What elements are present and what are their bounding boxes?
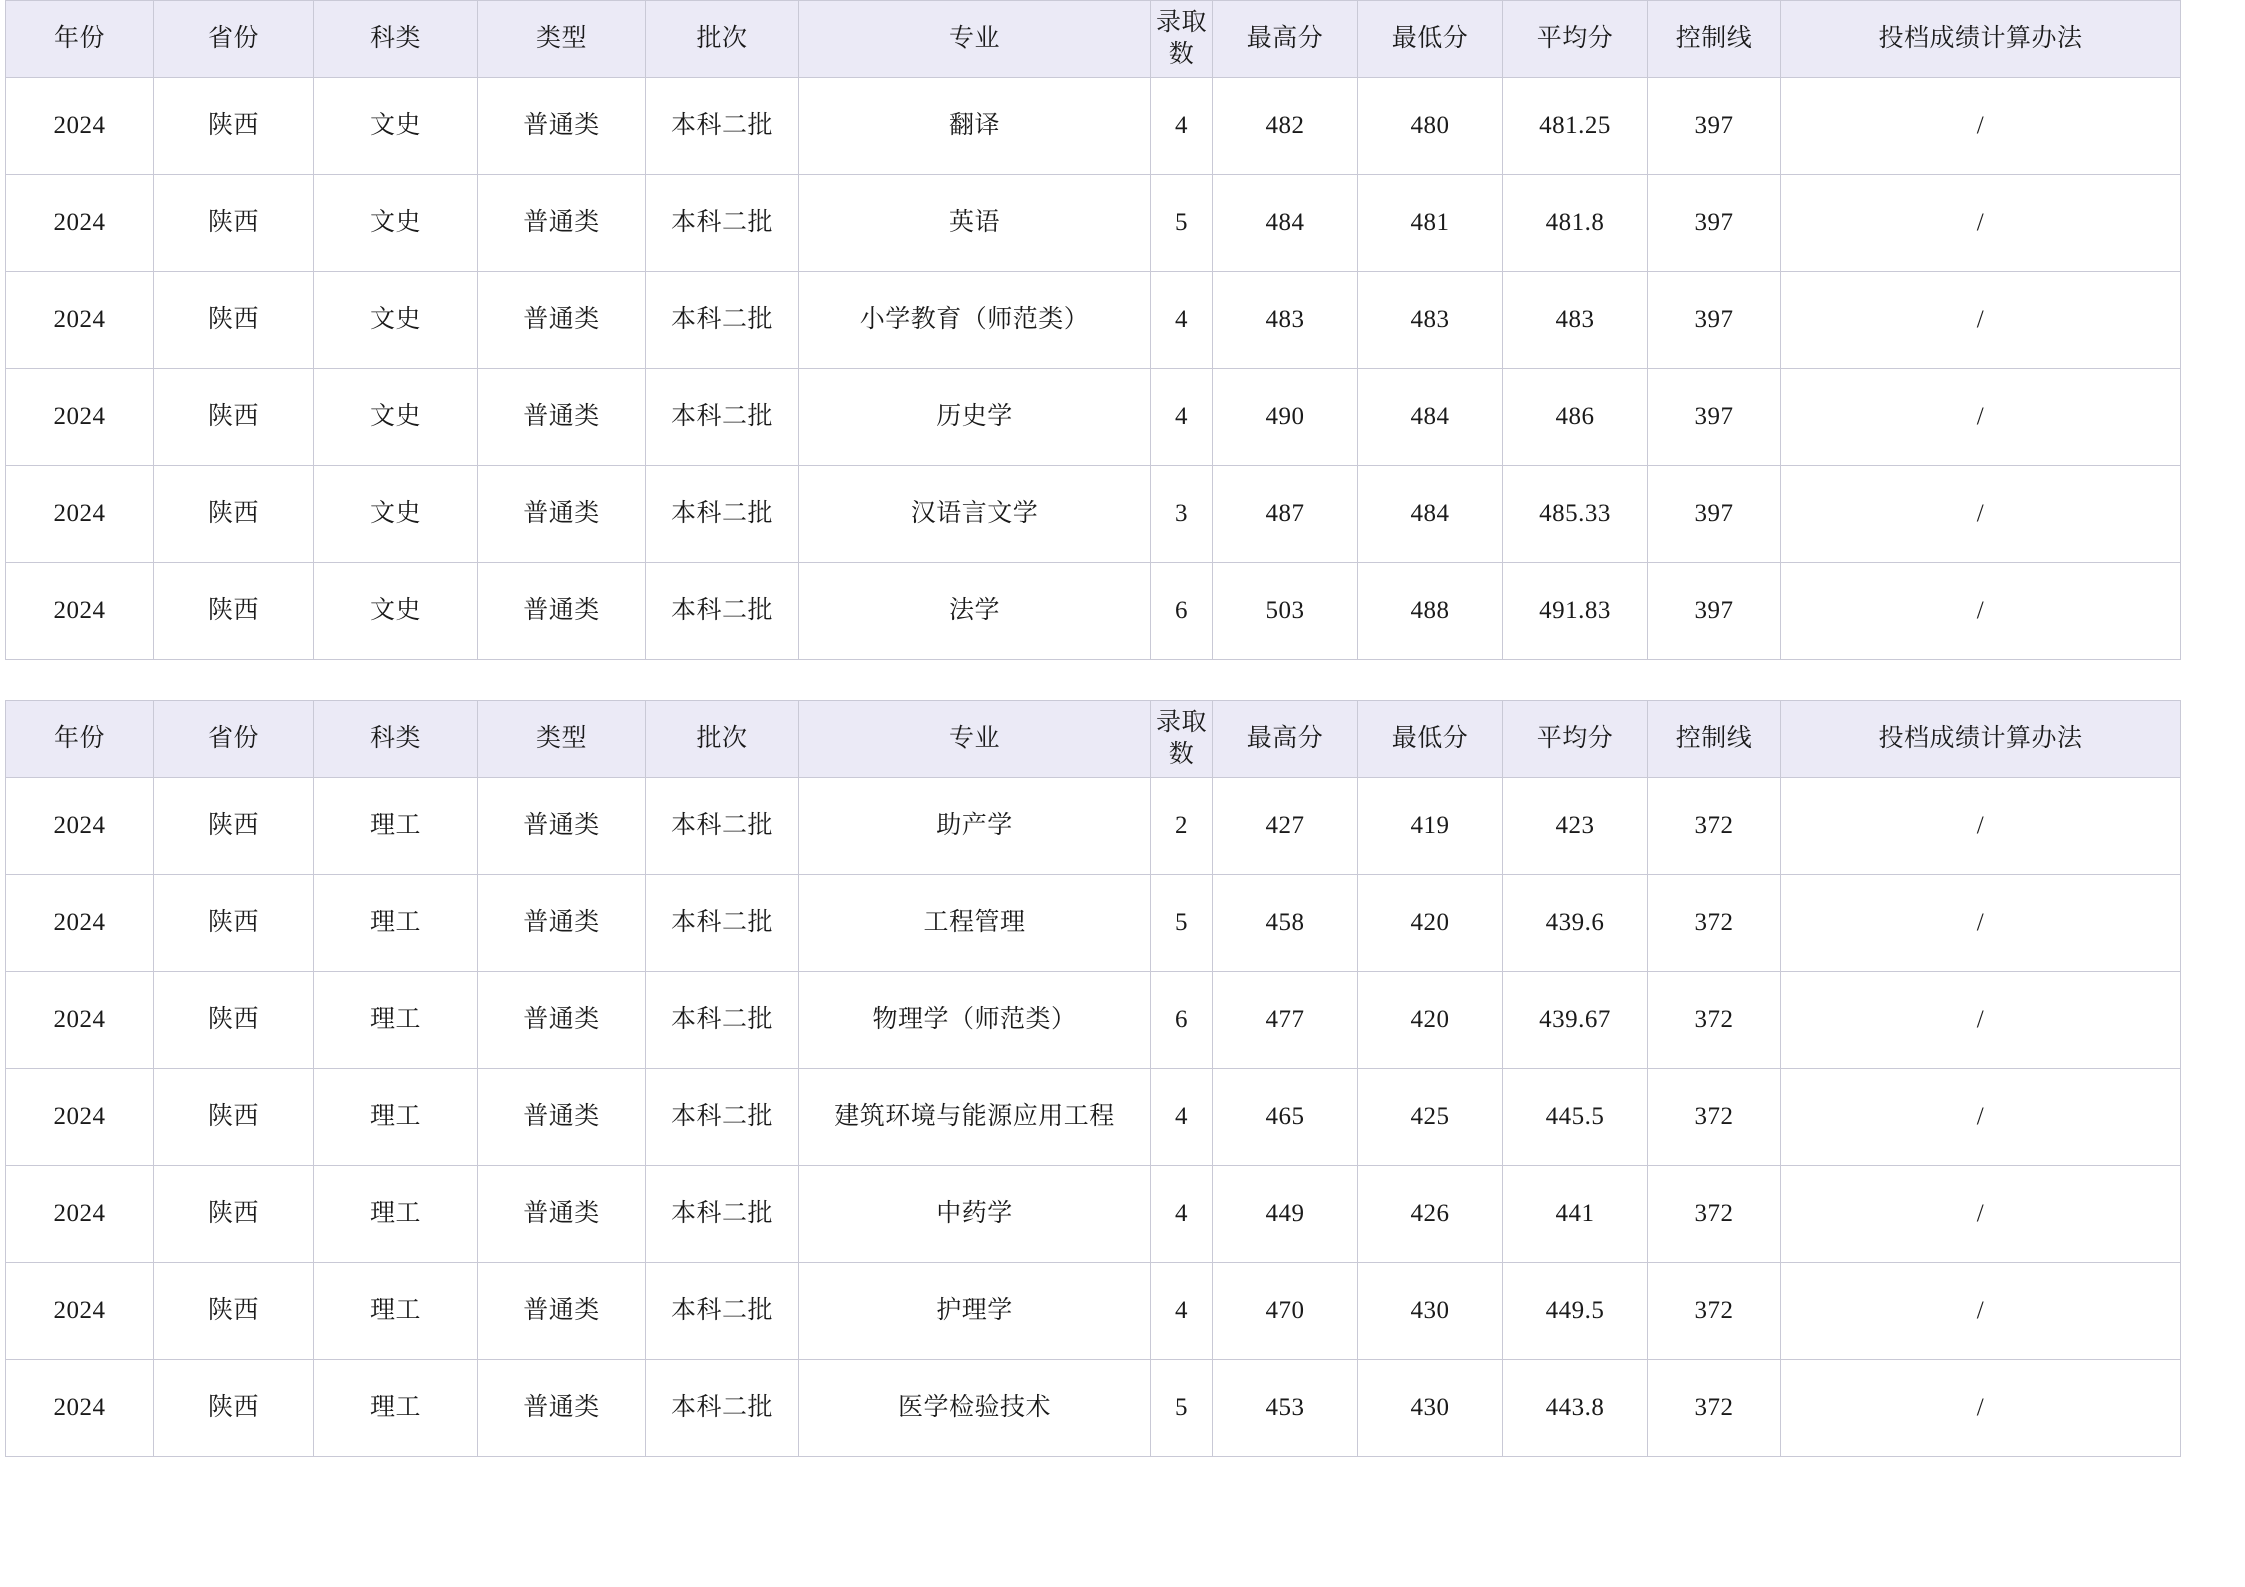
cell-admitted-count: 6 [1151,972,1213,1069]
cell-avg-score: 439.6 [1503,875,1648,972]
column-header-max-score: 最高分 [1213,701,1358,778]
cell-year: 2024 [6,778,154,875]
table-block-separator [0,660,2245,700]
cell-admitted-count: 4 [1151,369,1213,466]
column-header-min-score: 最低分 [1358,701,1503,778]
cell-avg-score: 441 [1503,1166,1648,1263]
cell-admitted-count: 6 [1151,563,1213,660]
cell-min-score: 480 [1358,78,1503,175]
column-header-calc-method: 投档成绩计算办法 [1781,1,2181,78]
table-row [6,1166,2181,1263]
cell-max-score: 453 [1213,1360,1358,1457]
cell-control-line: 372 [1648,1069,1781,1166]
cell-year: 2024 [6,875,154,972]
cell-type: 普通类 [478,972,646,1069]
table-row [6,563,2181,660]
cell-batch: 本科二批 [646,272,799,369]
cell-year: 2024 [6,1263,154,1360]
cell-subject: 理工 [314,972,478,1069]
cell-major: 法学 [799,563,1151,660]
table-header-row [6,701,2181,778]
cell-province: 陕西 [154,175,314,272]
cell-type: 普通类 [478,466,646,563]
column-header-type: 类型 [478,701,646,778]
cell-year: 2024 [6,175,154,272]
cell-min-score: 483 [1358,272,1503,369]
column-header-avg-score: 平均分 [1503,701,1648,778]
cell-calc-method: / [1781,369,2181,466]
column-header-subject: 科类 [314,1,478,78]
cell-min-score: 481 [1358,175,1503,272]
cell-max-score: 503 [1213,563,1358,660]
cell-province: 陕西 [154,972,314,1069]
cell-subject: 文史 [314,369,478,466]
cell-admitted-count: 5 [1151,1360,1213,1457]
cell-subject: 理工 [314,778,478,875]
cell-min-score: 425 [1358,1069,1503,1166]
cell-avg-score: 485.33 [1503,466,1648,563]
cell-avg-score: 423 [1503,778,1648,875]
cell-control-line: 372 [1648,1263,1781,1360]
cell-type: 普通类 [478,175,646,272]
table-row [6,272,2181,369]
cell-max-score: 483 [1213,272,1358,369]
cell-year: 2024 [6,563,154,660]
table-row [6,369,2181,466]
cell-type: 普通类 [478,778,646,875]
cell-calc-method: / [1781,778,2181,875]
table-row [6,1360,2181,1457]
cell-min-score: 420 [1358,875,1503,972]
column-header-province: 省份 [154,1,314,78]
cell-max-score: 482 [1213,78,1358,175]
column-header-admitted-count: 录取数 [1151,1,1213,78]
cell-control-line: 372 [1648,875,1781,972]
cell-year: 2024 [6,972,154,1069]
cell-province: 陕西 [154,1166,314,1263]
cell-province: 陕西 [154,78,314,175]
cell-subject: 文史 [314,175,478,272]
cell-batch: 本科二批 [646,1360,799,1457]
cell-province: 陕西 [154,875,314,972]
cell-max-score: 458 [1213,875,1358,972]
cell-max-score: 427 [1213,778,1358,875]
cell-subject: 理工 [314,1360,478,1457]
cell-type: 普通类 [478,272,646,369]
cell-control-line: 372 [1648,972,1781,1069]
cell-max-score: 449 [1213,1166,1358,1263]
cell-calc-method: / [1781,466,2181,563]
cell-admitted-count: 2 [1151,778,1213,875]
column-header-avg-score: 平均分 [1503,1,1648,78]
cell-major: 汉语言文学 [799,466,1151,563]
cell-min-score: 420 [1358,972,1503,1069]
cell-admitted-count: 4 [1151,1263,1213,1360]
cell-admitted-count: 5 [1151,175,1213,272]
cell-major: 物理学（师范类） [799,972,1151,1069]
cell-subject: 文史 [314,563,478,660]
cell-batch: 本科二批 [646,466,799,563]
cell-min-score: 430 [1358,1263,1503,1360]
cell-calc-method: / [1781,1069,2181,1166]
cell-province: 陕西 [154,272,314,369]
cell-major: 护理学 [799,1263,1151,1360]
cell-avg-score: 481.25 [1503,78,1648,175]
score-table-ligong [5,700,2181,1457]
cell-batch: 本科二批 [646,1166,799,1263]
table-row [6,1263,2181,1360]
cell-control-line: 397 [1648,466,1781,563]
cell-province: 陕西 [154,1069,314,1166]
cell-admitted-count: 4 [1151,272,1213,369]
column-header-year: 年份 [6,1,154,78]
column-header-control-line: 控制线 [1648,1,1781,78]
table-header-row [6,1,2181,78]
cell-control-line: 372 [1648,778,1781,875]
cell-max-score: 477 [1213,972,1358,1069]
cell-year: 2024 [6,1166,154,1263]
cell-avg-score: 483 [1503,272,1648,369]
cell-calc-method: / [1781,563,2181,660]
cell-control-line: 372 [1648,1166,1781,1263]
cell-major: 助产学 [799,778,1151,875]
cell-year: 2024 [6,78,154,175]
cell-avg-score: 445.5 [1503,1069,1648,1166]
cell-admitted-count: 5 [1151,875,1213,972]
cell-major: 历史学 [799,369,1151,466]
cell-avg-score: 491.83 [1503,563,1648,660]
cell-admitted-count: 4 [1151,78,1213,175]
cell-control-line: 372 [1648,1360,1781,1457]
column-header-batch: 批次 [646,1,799,78]
cell-max-score: 490 [1213,369,1358,466]
cell-year: 2024 [6,1360,154,1457]
cell-subject: 理工 [314,1263,478,1360]
cell-calc-method: / [1781,78,2181,175]
cell-admitted-count: 4 [1151,1069,1213,1166]
cell-batch: 本科二批 [646,1263,799,1360]
cell-batch: 本科二批 [646,175,799,272]
cell-type: 普通类 [478,78,646,175]
cell-subject: 理工 [314,1166,478,1263]
cell-province: 陕西 [154,563,314,660]
column-header-admitted-count: 录取数 [1151,701,1213,778]
cell-major: 小学教育（师范类） [799,272,1151,369]
cell-type: 普通类 [478,1166,646,1263]
cell-control-line: 397 [1648,272,1781,369]
cell-max-score: 487 [1213,466,1358,563]
cell-calc-method: / [1781,1360,2181,1457]
column-header-control-line: 控制线 [1648,701,1781,778]
table-row [6,778,2181,875]
cell-subject: 理工 [314,1069,478,1166]
column-header-major: 专业 [799,701,1151,778]
cell-avg-score: 443.8 [1503,1360,1648,1457]
cell-calc-method: / [1781,875,2181,972]
cell-control-line: 397 [1648,78,1781,175]
cell-min-score: 484 [1358,369,1503,466]
page-left-margin [0,0,5,1587]
table-row [6,466,2181,563]
cell-batch: 本科二批 [646,875,799,972]
cell-min-score: 426 [1358,1166,1503,1263]
cell-batch: 本科二批 [646,972,799,1069]
cell-batch: 本科二批 [646,78,799,175]
cell-type: 普通类 [478,563,646,660]
cell-major: 工程管理 [799,875,1151,972]
cell-province: 陕西 [154,778,314,875]
table-row [6,175,2181,272]
table-row [6,875,2181,972]
cell-type: 普通类 [478,369,646,466]
column-header-province: 省份 [154,701,314,778]
table-row [6,972,2181,1069]
cell-calc-method: / [1781,1263,2181,1360]
column-header-year: 年份 [6,701,154,778]
cell-control-line: 397 [1648,369,1781,466]
cell-batch: 本科二批 [646,1069,799,1166]
cell-major: 中药学 [799,1166,1151,1263]
cell-type: 普通类 [478,1069,646,1166]
cell-year: 2024 [6,369,154,466]
cell-avg-score: 449.5 [1503,1263,1648,1360]
column-header-batch: 批次 [646,701,799,778]
cell-avg-score: 439.67 [1503,972,1648,1069]
cell-batch: 本科二批 [646,563,799,660]
column-header-min-score: 最低分 [1358,1,1503,78]
cell-admitted-count: 3 [1151,466,1213,563]
cell-type: 普通类 [478,1263,646,1360]
cell-min-score: 419 [1358,778,1503,875]
cell-major: 医学检验技术 [799,1360,1151,1457]
cell-province: 陕西 [154,1263,314,1360]
cell-control-line: 397 [1648,175,1781,272]
cell-max-score: 484 [1213,175,1358,272]
cell-min-score: 488 [1358,563,1503,660]
cell-major: 翻译 [799,78,1151,175]
cell-batch: 本科二批 [646,369,799,466]
cell-major: 建筑环境与能源应用工程 [799,1069,1151,1166]
cell-avg-score: 481.8 [1503,175,1648,272]
cell-subject: 文史 [314,78,478,175]
cell-batch: 本科二批 [646,778,799,875]
cell-control-line: 397 [1648,563,1781,660]
cell-calc-method: / [1781,272,2181,369]
cell-year: 2024 [6,1069,154,1166]
table-row [6,78,2181,175]
column-header-type: 类型 [478,1,646,78]
cell-min-score: 430 [1358,1360,1503,1457]
cell-type: 普通类 [478,1360,646,1457]
cell-year: 2024 [6,272,154,369]
cell-subject: 文史 [314,466,478,563]
cell-subject: 理工 [314,875,478,972]
cell-major: 英语 [799,175,1151,272]
cell-min-score: 484 [1358,466,1503,563]
cell-max-score: 470 [1213,1263,1358,1360]
cell-province: 陕西 [154,369,314,466]
cell-province: 陕西 [154,1360,314,1457]
table-block-ligong [0,700,2245,1457]
column-header-max-score: 最高分 [1213,1,1358,78]
column-header-subject: 科类 [314,701,478,778]
cell-calc-method: / [1781,1166,2181,1263]
cell-subject: 文史 [314,272,478,369]
cell-calc-method: / [1781,175,2181,272]
cell-province: 陕西 [154,466,314,563]
cell-avg-score: 486 [1503,369,1648,466]
cell-max-score: 465 [1213,1069,1358,1166]
cell-calc-method: / [1781,972,2181,1069]
score-table-wenshi [5,0,2181,660]
table-row [6,1069,2181,1166]
cell-admitted-count: 4 [1151,1166,1213,1263]
column-header-major: 专业 [799,1,1151,78]
cell-type: 普通类 [478,875,646,972]
table-block-wenshi [0,0,2245,660]
column-header-calc-method: 投档成绩计算办法 [1781,701,2181,778]
cell-year: 2024 [6,466,154,563]
